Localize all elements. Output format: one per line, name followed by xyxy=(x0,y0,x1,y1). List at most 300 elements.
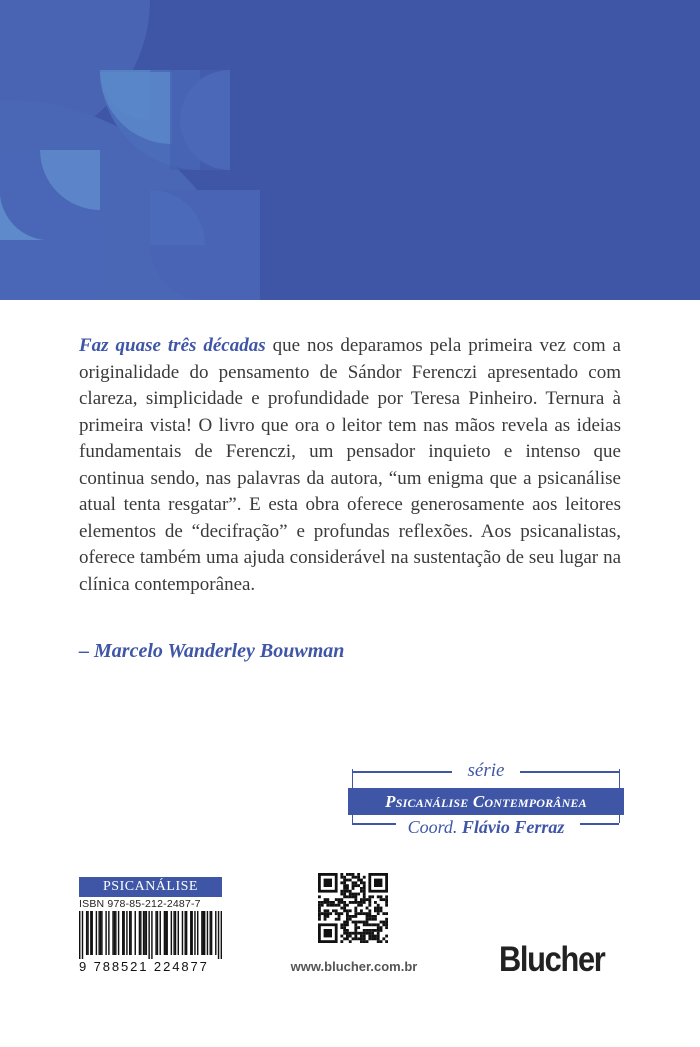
qr-module xyxy=(346,929,349,932)
qr-module xyxy=(329,904,332,907)
qr-module xyxy=(318,912,321,915)
qr-module xyxy=(380,898,383,901)
qr-module xyxy=(377,932,380,935)
qr-finder xyxy=(374,879,382,887)
barcode-bar xyxy=(82,911,83,959)
qr-module xyxy=(382,923,385,926)
qr-module xyxy=(363,921,366,924)
qr-module xyxy=(385,940,388,943)
qr-code[interactable] xyxy=(318,873,388,943)
qr-module xyxy=(346,915,349,918)
qr-module xyxy=(346,912,349,915)
barcode-bar xyxy=(100,911,101,955)
qr-module xyxy=(360,879,363,882)
qr-module xyxy=(377,909,380,912)
qr-module xyxy=(360,921,363,924)
barcode-bar xyxy=(90,911,91,955)
qr-module xyxy=(354,912,357,915)
barcode-bar xyxy=(108,911,109,955)
barcode-bar xyxy=(129,911,130,955)
qr-module xyxy=(368,937,371,940)
barcode-bar xyxy=(173,911,174,955)
qr-module xyxy=(343,901,346,904)
qr-module xyxy=(352,884,355,887)
qr-module xyxy=(343,876,346,879)
qr-module xyxy=(354,932,357,935)
qr-module xyxy=(366,921,369,924)
qr-module xyxy=(352,873,355,876)
qr-module xyxy=(363,912,366,915)
qr-module xyxy=(340,881,343,884)
qr-module xyxy=(346,895,349,898)
qr-module xyxy=(326,901,329,904)
qr-module xyxy=(354,884,357,887)
isbn-text: ISBN 978-85-212-2487-7 xyxy=(79,898,201,910)
qr-module xyxy=(343,884,346,887)
qr-module xyxy=(385,926,388,929)
qr-module xyxy=(377,926,380,929)
qr-module xyxy=(318,909,321,912)
qr-module xyxy=(368,918,371,921)
qr-module xyxy=(340,901,343,904)
barcode-bar xyxy=(203,911,204,955)
barcode-bar xyxy=(96,911,97,955)
qr-module xyxy=(380,926,383,929)
qr-module xyxy=(349,890,352,893)
qr-module xyxy=(354,907,357,910)
qr-module xyxy=(366,929,369,932)
qr-module xyxy=(363,893,366,896)
qr-module xyxy=(352,895,355,898)
barcode-bar xyxy=(115,911,116,955)
qr-module xyxy=(371,929,374,932)
barcode-bar xyxy=(140,911,141,955)
qr-module xyxy=(368,912,371,915)
qr-module xyxy=(371,932,374,935)
qr-module xyxy=(377,907,380,910)
qr-finder xyxy=(324,929,332,937)
qr-module xyxy=(360,881,363,884)
qr-module xyxy=(343,907,346,910)
barcode-bar xyxy=(157,911,158,955)
qr-module xyxy=(354,876,357,879)
ean-digits: 9 788521 224877 xyxy=(79,959,209,974)
qr-module xyxy=(363,932,366,935)
qr-module xyxy=(368,901,371,904)
barcode-bar xyxy=(166,911,167,955)
qr-module xyxy=(321,912,324,915)
qr-module xyxy=(343,909,346,912)
qr-module xyxy=(354,901,357,904)
qr-module xyxy=(343,932,346,935)
barcode-bar xyxy=(105,911,106,955)
coordinator-name: Flávio Ferraz xyxy=(461,817,565,837)
barcode-bar xyxy=(186,911,187,955)
qr-module xyxy=(338,901,341,904)
qr-module xyxy=(377,929,380,932)
qr-module xyxy=(380,909,383,912)
qr-module xyxy=(354,929,357,932)
qr-module xyxy=(357,901,360,904)
qr-module xyxy=(380,895,383,898)
qr-module xyxy=(366,907,369,910)
qr-module xyxy=(354,915,357,918)
qr-module xyxy=(346,884,349,887)
series-label: série xyxy=(467,760,505,781)
qr-module xyxy=(368,923,371,926)
qr-module xyxy=(324,909,327,912)
qr-module xyxy=(343,893,346,896)
qr-module xyxy=(352,932,355,935)
qr-module xyxy=(366,932,369,935)
qr-module xyxy=(357,893,360,896)
qr-module xyxy=(354,923,357,926)
barcode-bar xyxy=(197,911,198,955)
qr-module xyxy=(385,904,388,907)
series-coordinator xyxy=(348,816,624,838)
qr-module xyxy=(335,898,338,901)
qr-module xyxy=(385,918,388,921)
qr-module xyxy=(352,937,355,940)
barcode-bar xyxy=(221,911,222,959)
qr-module xyxy=(380,940,383,943)
qr-module xyxy=(318,895,321,898)
series-rule-left xyxy=(352,771,452,773)
category-label: PSICANÁLISE xyxy=(79,877,222,897)
qr-module xyxy=(329,901,332,904)
qr-module xyxy=(343,921,346,924)
qr-module xyxy=(343,887,346,890)
qr-module xyxy=(335,909,338,912)
barcode-bar xyxy=(87,911,88,955)
qr-module xyxy=(346,937,349,940)
barcode-bar xyxy=(191,911,192,955)
barcode-bar xyxy=(143,911,144,955)
qr-module xyxy=(340,898,343,901)
barcode-bar xyxy=(148,911,149,959)
publisher-logo: Blucher xyxy=(499,940,605,979)
barcode-bar xyxy=(204,911,205,955)
qr-module xyxy=(366,915,369,918)
qr-module xyxy=(357,921,360,924)
qr-module xyxy=(349,940,352,943)
qr-module xyxy=(346,879,349,882)
qr-module xyxy=(363,898,366,901)
qr-module xyxy=(324,898,327,901)
qr-module xyxy=(363,940,366,943)
qr-module xyxy=(360,887,363,890)
qr-module xyxy=(363,890,366,893)
barcode-bar xyxy=(122,911,123,955)
qr-module xyxy=(377,923,380,926)
qr-module xyxy=(335,912,338,915)
qr-module xyxy=(343,929,346,932)
qr-module xyxy=(352,915,355,918)
qr-module xyxy=(360,937,363,940)
qr-module xyxy=(338,904,341,907)
qr-module xyxy=(340,940,343,943)
qr-module xyxy=(368,932,371,935)
barcode-bar xyxy=(215,911,216,955)
qr-module xyxy=(380,929,383,932)
qr-module xyxy=(354,935,357,938)
qr-module xyxy=(366,898,369,901)
qr-module xyxy=(371,918,374,921)
barcode-bar xyxy=(155,911,156,955)
barcode-bar xyxy=(201,911,202,955)
qr-module xyxy=(340,876,343,879)
qr-module xyxy=(346,904,349,907)
qr-module xyxy=(382,937,385,940)
barcode-bar xyxy=(112,911,113,955)
qr-module xyxy=(318,901,321,904)
qr-module xyxy=(363,876,366,879)
qr-module xyxy=(363,901,366,904)
qr-module xyxy=(349,909,352,912)
qr-module xyxy=(340,893,343,896)
barcode-bar xyxy=(160,911,161,955)
barcode-bar xyxy=(211,911,212,955)
qr-module xyxy=(354,895,357,898)
qr-module xyxy=(382,912,385,915)
qr-module xyxy=(346,935,349,938)
qr-module xyxy=(363,881,366,884)
qr-module xyxy=(371,923,374,926)
qr-module xyxy=(385,923,388,926)
qr-module xyxy=(343,923,346,926)
qr-module xyxy=(363,923,366,926)
qr-module xyxy=(382,921,385,924)
qr-module xyxy=(385,901,388,904)
qr-module xyxy=(360,909,363,912)
qr-module xyxy=(346,873,349,876)
barcode-bar xyxy=(114,911,115,955)
qr-module xyxy=(352,876,355,879)
qr-module xyxy=(357,926,360,929)
qr-module xyxy=(374,901,377,904)
qr-module xyxy=(354,898,357,901)
qr-module xyxy=(326,898,329,901)
qr-module xyxy=(318,907,321,910)
back-cover-blurb xyxy=(79,333,621,598)
qr-module xyxy=(354,909,357,912)
qr-module xyxy=(318,918,321,921)
qr-module xyxy=(357,904,360,907)
qr-module xyxy=(352,881,355,884)
qr-module xyxy=(340,923,343,926)
qr-module xyxy=(349,935,352,938)
qr-module xyxy=(366,940,369,943)
barcode xyxy=(79,911,222,959)
barcode-bar xyxy=(146,911,147,955)
qr-module xyxy=(385,912,388,915)
qr-module xyxy=(340,926,343,929)
qr-module xyxy=(321,904,324,907)
coord-prefix: Coord. xyxy=(407,817,458,837)
blurb-body: que nos deparamos pela primeira vez com a originalidade do pensamento de Sándor Ferenczi apresentado com clareza, simplicidade e profundidade por Teresa Pinheiro. Ternura à primeira vista! O livro que ora o leitor tem nas mãos revela as ideias fundamentais de Ferenczi, um pensador inquieto e intenso que continua sendo, nas palavras da autora, “um enigma que a psicanálise atual tenta resgatar”. E esta obra oferece generosamente aos leitores elementos de “decifração” e profundas reflexões. Aos psicanalistas, oferece também uma ajuda considerável na sustentação de seu lugar na clínica contemporânea. xyxy=(79,335,621,595)
qr-module xyxy=(352,921,355,924)
qr-module xyxy=(366,912,369,915)
qr-module xyxy=(357,879,360,882)
qr-module xyxy=(340,935,343,938)
qr-module xyxy=(335,918,338,921)
barcode-bar xyxy=(86,911,87,955)
qr-module xyxy=(363,895,366,898)
qr-module xyxy=(324,901,327,904)
qr-module xyxy=(340,873,343,876)
qr-module xyxy=(377,937,380,940)
qr-module xyxy=(357,937,360,940)
qr-module xyxy=(374,907,377,910)
qr-module xyxy=(360,890,363,893)
blurb-lead: Faz quase três décadas xyxy=(79,335,266,356)
barcode-bar xyxy=(151,911,152,959)
qr-module xyxy=(374,909,377,912)
qr-module xyxy=(338,918,341,921)
qr-module xyxy=(357,873,360,876)
qr-module xyxy=(363,937,366,940)
barcode-bar xyxy=(123,911,124,955)
series-rule-right xyxy=(520,771,619,773)
qr-module xyxy=(354,926,357,929)
barcode-bar xyxy=(101,911,102,955)
qr-module xyxy=(360,898,363,901)
qr-module xyxy=(368,929,371,932)
barcode-bar xyxy=(165,911,166,955)
qr-module xyxy=(363,929,366,932)
qr-module xyxy=(346,918,349,921)
qr-module xyxy=(346,921,349,924)
qr-module xyxy=(385,935,388,938)
barcode-bar xyxy=(98,911,99,955)
qr-module xyxy=(374,937,377,940)
qr-module xyxy=(377,904,380,907)
qr-module xyxy=(349,932,352,935)
qr-module xyxy=(357,876,360,879)
qr-module xyxy=(357,932,360,935)
qr-module xyxy=(321,901,324,904)
qr-module xyxy=(343,926,346,929)
qr-module xyxy=(346,909,349,912)
qr-module xyxy=(363,887,366,890)
barcode-bar xyxy=(144,911,145,955)
series-box xyxy=(348,760,624,837)
qr-module xyxy=(346,890,349,893)
barcode-bar xyxy=(79,911,80,959)
qr-module xyxy=(346,887,349,890)
qr-module xyxy=(360,901,363,904)
barcode-bar xyxy=(164,911,165,955)
qr-module xyxy=(374,915,377,918)
barcode-bar xyxy=(218,911,219,959)
qr-module xyxy=(335,904,338,907)
qr-module xyxy=(332,904,335,907)
qr-module xyxy=(366,918,369,921)
qr-module xyxy=(360,932,363,935)
barcode-bar xyxy=(130,911,131,955)
qr-module xyxy=(377,912,380,915)
qr-module xyxy=(385,895,388,898)
qr-module xyxy=(371,935,374,938)
qr-module xyxy=(352,893,355,896)
barcode-bar xyxy=(185,911,186,955)
qr-module xyxy=(338,912,341,915)
qr-module xyxy=(326,915,329,918)
qr-module xyxy=(374,929,377,932)
qr-module xyxy=(368,909,371,912)
decorative-shapes xyxy=(0,0,700,300)
qr-module xyxy=(343,881,346,884)
barcode-bar xyxy=(178,911,179,955)
qr-module xyxy=(318,904,321,907)
qr-module xyxy=(349,879,352,882)
qr-module xyxy=(377,895,380,898)
qr-module xyxy=(368,904,371,907)
barcode-bar xyxy=(194,911,195,955)
qr-module xyxy=(363,935,366,938)
barcode-bar xyxy=(175,911,176,955)
qr-module xyxy=(374,918,377,921)
qr-module xyxy=(349,893,352,896)
qr-module xyxy=(332,909,335,912)
qr-module xyxy=(368,935,371,938)
qr-module xyxy=(338,915,341,918)
qr-module xyxy=(352,887,355,890)
series-title: Psicanálise Contemporânea xyxy=(348,788,624,815)
qr-module xyxy=(371,915,374,918)
barcode-bar xyxy=(139,911,140,955)
qr-module xyxy=(343,895,346,898)
qr-module xyxy=(338,898,341,901)
qr-module xyxy=(343,879,346,882)
qr-module xyxy=(382,898,385,901)
barcode-bar xyxy=(190,911,191,955)
qr-module xyxy=(368,915,371,918)
barcode-bar xyxy=(210,911,211,955)
qr-module xyxy=(343,890,346,893)
qr-module xyxy=(349,901,352,904)
qr-module xyxy=(377,940,380,943)
qr-module xyxy=(349,895,352,898)
qr-module xyxy=(318,915,321,918)
barcode-bar xyxy=(135,911,136,955)
qr-module xyxy=(360,935,363,938)
qr-module xyxy=(380,921,383,924)
qr-module xyxy=(324,915,327,918)
qr-module xyxy=(385,898,388,901)
barcode-bar xyxy=(171,911,172,955)
publisher-website[interactable]: www.blucher.com.br xyxy=(290,959,418,974)
qr-module xyxy=(343,904,346,907)
qr-module xyxy=(349,873,352,876)
qr-module xyxy=(326,912,329,915)
barcode-bar xyxy=(182,911,183,955)
qr-module xyxy=(340,907,343,910)
isbn-barcode-block xyxy=(79,877,222,975)
barcode-bar xyxy=(126,911,127,955)
qr-module xyxy=(343,937,346,940)
qr-module xyxy=(368,898,371,901)
barcode-bar xyxy=(207,911,208,955)
qr-module xyxy=(360,904,363,907)
barcode-bar xyxy=(118,911,119,955)
qr-module xyxy=(360,940,363,943)
qr-module xyxy=(377,935,380,938)
qr-module xyxy=(357,884,360,887)
qr-module xyxy=(368,895,371,898)
qr-module xyxy=(374,923,377,926)
qr-module xyxy=(363,884,366,887)
